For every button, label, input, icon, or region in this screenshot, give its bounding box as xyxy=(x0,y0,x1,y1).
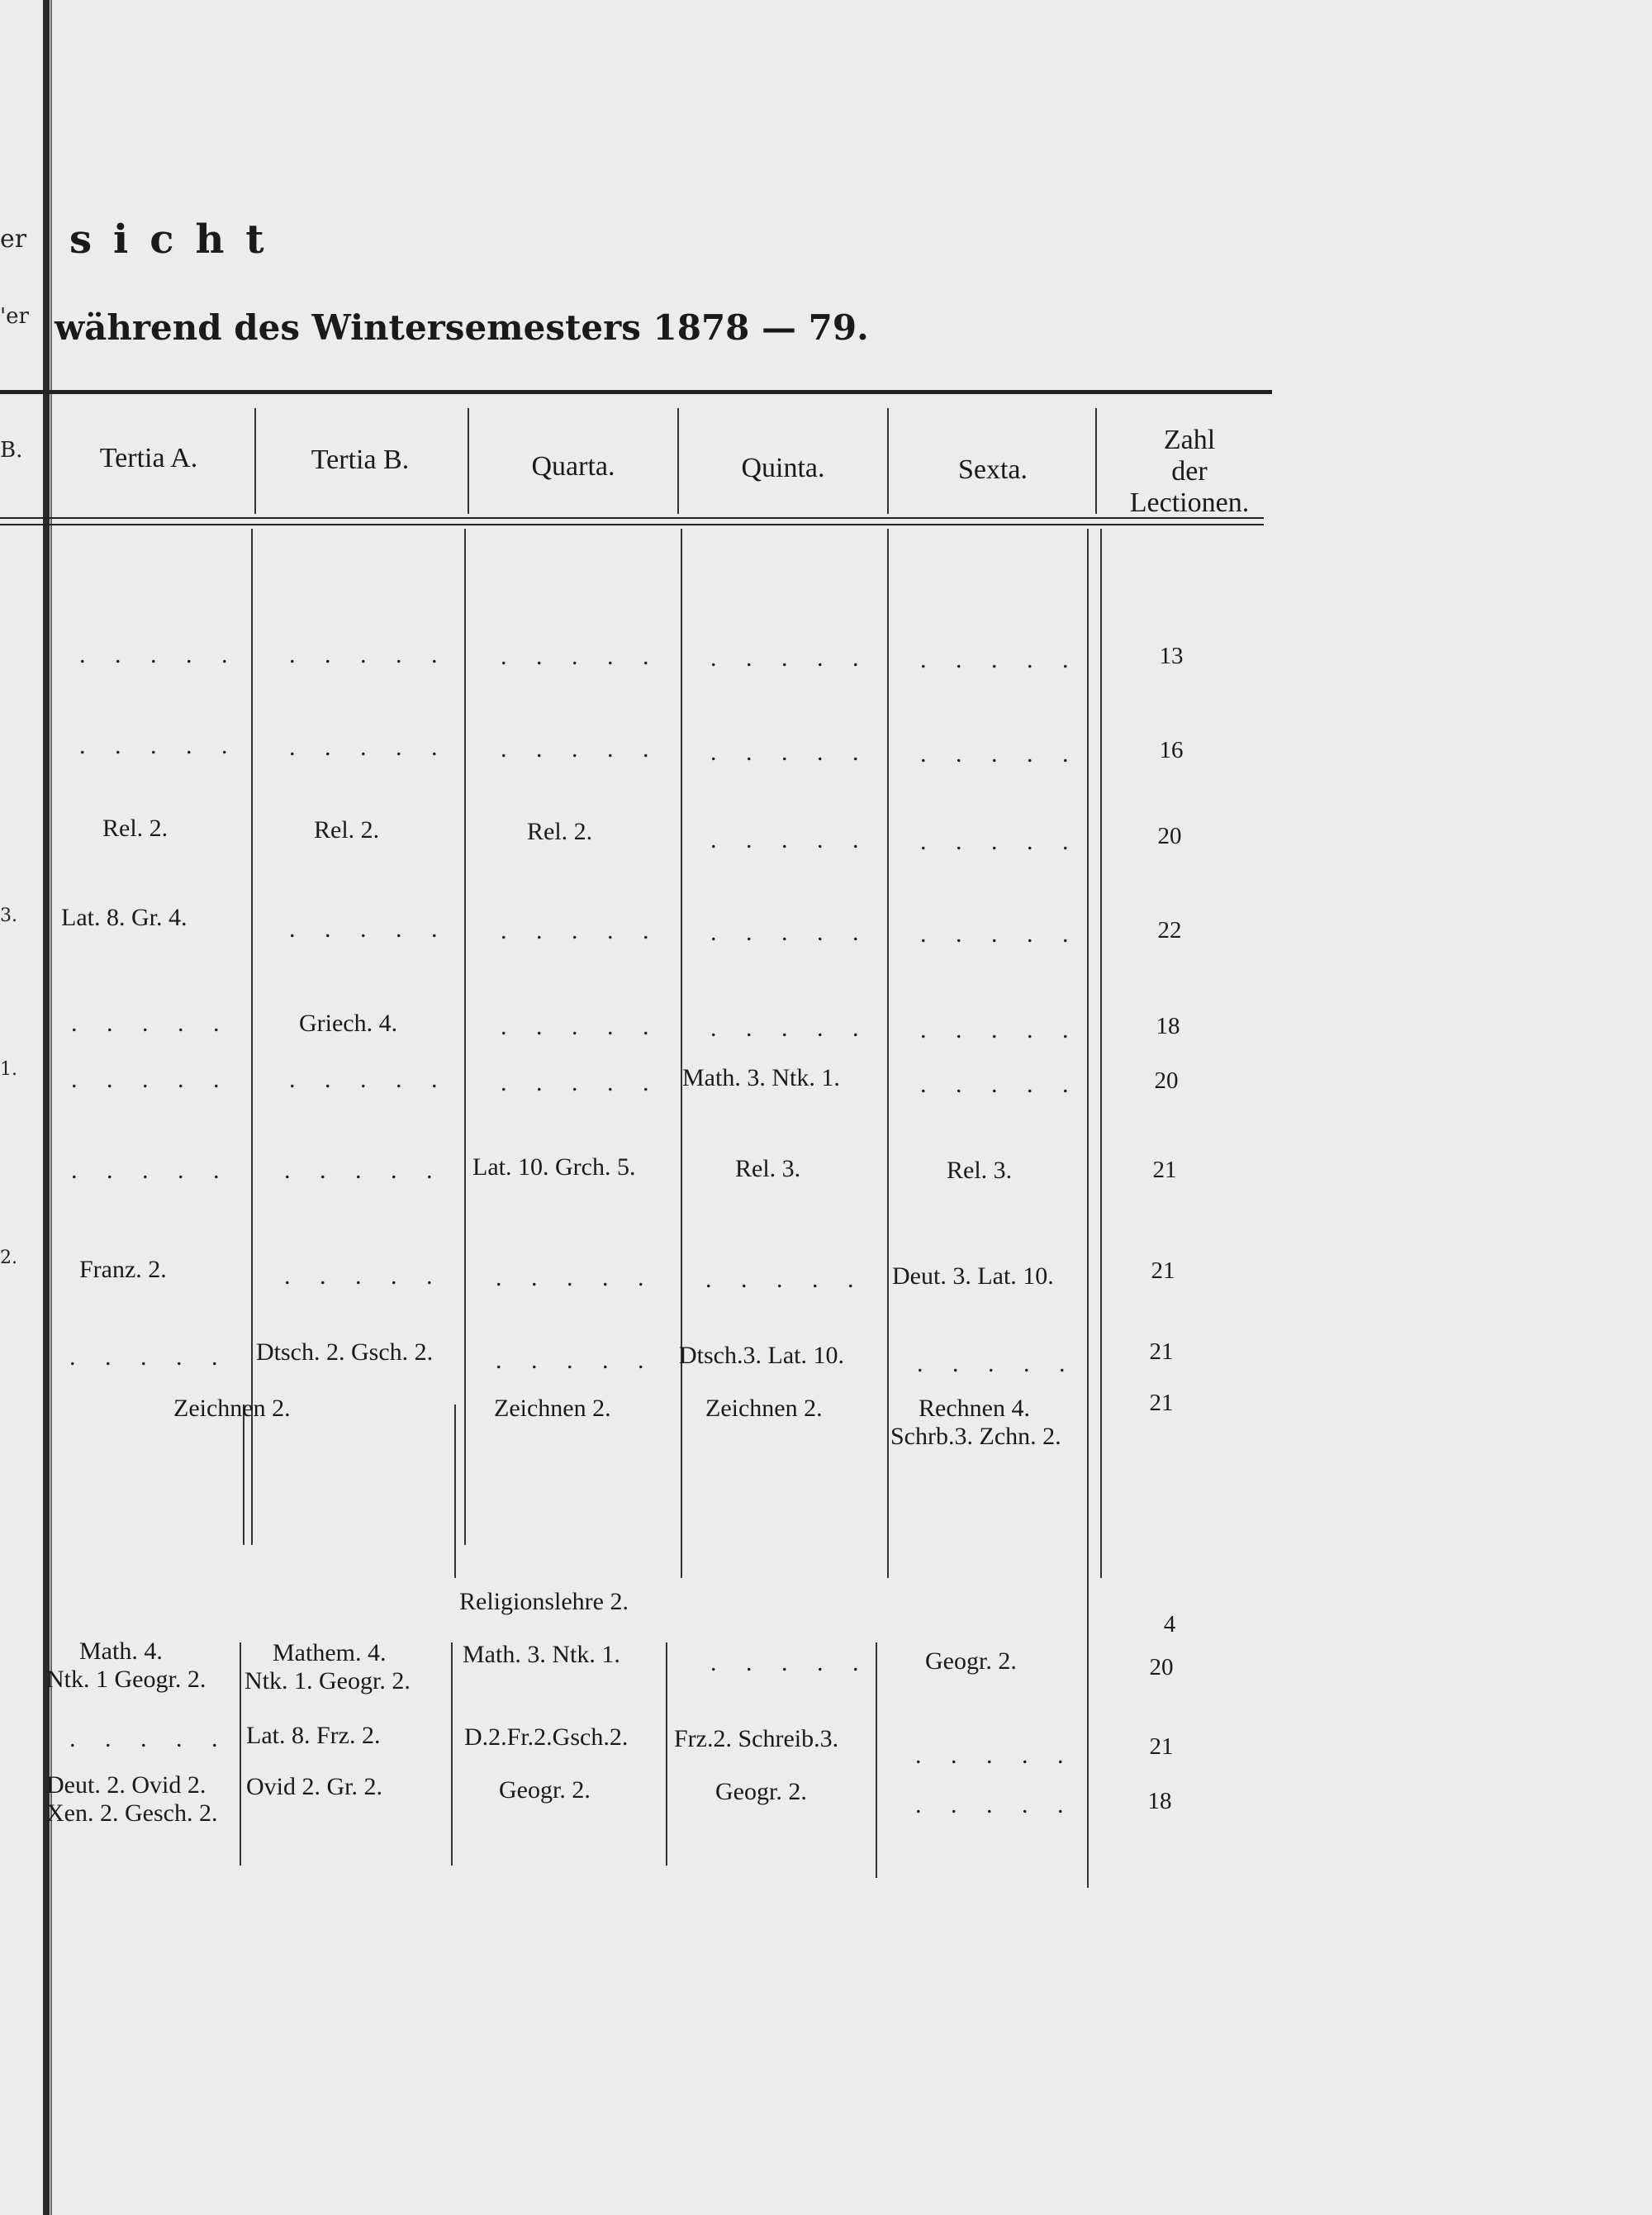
cell-tertia-a: Math. 4. xyxy=(79,1637,163,1665)
column-divider xyxy=(451,1642,453,1866)
dots: . . . . . xyxy=(289,915,449,943)
header-zahl: Zahl xyxy=(1163,425,1216,455)
margin-fragment: B. xyxy=(0,438,23,463)
cell-tertia-b: Griech. 4. xyxy=(299,1010,398,1037)
dots: . . . . . xyxy=(501,643,661,670)
cell-quarta: Lat. 10. Grch. 5. xyxy=(472,1153,636,1181)
cell-tertia-b: Rel. 2. xyxy=(314,816,380,844)
dots: . . . . . xyxy=(69,1725,230,1752)
cell-tertia-a: Rel. 2. xyxy=(102,815,169,842)
dots: . . . . . xyxy=(920,1016,1080,1043)
column-divider xyxy=(251,529,253,1545)
column-divider xyxy=(243,1405,244,1545)
dots: . . . . . xyxy=(710,1649,871,1676)
dots: . . . . . xyxy=(920,740,1080,768)
dots: . . . . . xyxy=(710,919,871,946)
dots: . . . . . xyxy=(71,1010,231,1037)
lesson-count: 20 xyxy=(1157,823,1182,849)
header-der: der xyxy=(1171,456,1208,487)
cell-tertia-b: Lat. 8. Frz. 2. xyxy=(246,1722,381,1749)
dots: . . . . . xyxy=(79,641,240,668)
header-lectionen: Lectionen. xyxy=(1129,487,1250,518)
dots: . . . . . xyxy=(289,734,449,761)
cell-quarta: Math. 3. Ntk. 1. xyxy=(463,1641,620,1668)
dots: . . . . . xyxy=(71,1066,231,1093)
cell-quinta: Zeichnen 2. xyxy=(705,1395,823,1422)
lesson-count: 20 xyxy=(1154,1067,1179,1094)
lesson-count: 18 xyxy=(1156,1013,1180,1039)
cell-tertia-b: Dtsch. 2. Gsch. 2. xyxy=(256,1338,434,1366)
cell-tertia-a: Deut. 2. Ovid 2. xyxy=(46,1771,206,1799)
header-tertia-a: Tertia A. xyxy=(99,443,198,473)
cell-religionslehre: Religionslehre 2. xyxy=(459,1588,629,1615)
lesson-count: 18 xyxy=(1147,1788,1172,1814)
dots: . . . . . xyxy=(284,1157,444,1184)
book-spine xyxy=(43,0,50,2215)
lesson-count: 4 xyxy=(1163,1611,1176,1637)
cell-tertia-a: Ntk. 1 Geogr. 2. xyxy=(46,1666,206,1693)
header-quarta: Quarta. xyxy=(531,451,615,482)
dots: . . . . . xyxy=(69,1343,230,1371)
header-rule xyxy=(0,517,1264,519)
dots: . . . . . xyxy=(289,641,449,668)
margin-fragment: 2. xyxy=(0,1248,17,1268)
column-divider xyxy=(1095,408,1097,514)
dots: . . . . . xyxy=(920,920,1080,948)
column-divider xyxy=(240,1642,241,1866)
cell-quinta: Rel. 3. xyxy=(735,1155,801,1182)
dots: . . . . . xyxy=(920,828,1080,855)
column-divider xyxy=(681,529,682,1578)
lesson-count: 21 xyxy=(1149,1338,1174,1365)
column-divider xyxy=(254,408,256,514)
lesson-count: 21 xyxy=(1152,1157,1177,1183)
dots: . . . . . xyxy=(710,644,871,672)
dots: . . . . . xyxy=(915,1791,1075,1818)
column-divider xyxy=(876,1642,877,1878)
lesson-count: 16 xyxy=(1159,737,1184,763)
dots: . . . . . xyxy=(915,1742,1075,1769)
top-rule xyxy=(0,390,1272,394)
margin-fragment: 1. xyxy=(0,1059,17,1080)
cell-tertia-b: Mathem. 4. xyxy=(273,1639,387,1666)
dots: . . . . . xyxy=(705,1266,866,1293)
column-divider xyxy=(1100,529,1102,1578)
column-divider xyxy=(666,1642,667,1866)
column-divider xyxy=(1087,529,1089,1888)
cell-quarta: Rel. 2. xyxy=(527,818,593,845)
header-sexta: Sexta. xyxy=(957,454,1028,485)
cell-tertia-a: Franz. 2. xyxy=(79,1256,167,1283)
cell-sexta: Geogr. 2. xyxy=(925,1647,1017,1675)
lesson-count: 21 xyxy=(1149,1390,1174,1416)
cell-sexta: Deut. 3. Lat. 10. xyxy=(892,1262,1054,1290)
column-divider xyxy=(677,408,679,514)
dots: . . . . . xyxy=(71,1157,231,1184)
dots: . . . . . xyxy=(79,732,240,759)
dots: . . . . . xyxy=(289,1066,449,1093)
dots: . . . . . xyxy=(917,1350,1077,1377)
page-subtitle: während des Wintersemesters 1878 — 79. xyxy=(55,307,869,348)
dots: . . . . . xyxy=(501,1013,661,1040)
cell-tertia-b: Ntk. 1. Geogr. 2. xyxy=(244,1667,411,1695)
column-divider xyxy=(464,529,466,1545)
dots: . . . . . xyxy=(920,1071,1080,1098)
column-divider xyxy=(887,529,889,1578)
margin-fragment: er xyxy=(0,225,27,254)
cell-quarta: Zeichnen 2. xyxy=(494,1395,611,1422)
cell-tertia-a: Lat. 8. Gr. 4. xyxy=(61,904,188,931)
lesson-count: 21 xyxy=(1149,1733,1174,1760)
header-rule-double xyxy=(0,524,1264,525)
book-spine-edge xyxy=(50,0,52,2215)
cell-sexta: Schrb.3. Zchn. 2. xyxy=(890,1423,1061,1450)
dots: . . . . . xyxy=(496,1347,656,1374)
cell-quinta: Geogr. 2. xyxy=(715,1778,807,1805)
dots: . . . . . xyxy=(501,917,661,944)
lesson-count: 13 xyxy=(1159,643,1184,669)
column-divider xyxy=(887,408,889,514)
cell-quarta: D.2.Fr.2.Gsch.2. xyxy=(464,1723,629,1751)
header-quinta: Quinta. xyxy=(741,453,825,483)
cell-quarta: Geogr. 2. xyxy=(499,1776,591,1804)
cell-quinta: Dtsch.3. Lat. 10. xyxy=(679,1342,844,1369)
dots: . . . . . xyxy=(501,1069,661,1096)
margin-fragment: 3. xyxy=(0,905,17,926)
lesson-count: 21 xyxy=(1151,1257,1175,1284)
dots: . . . . . xyxy=(501,735,661,763)
lesson-count: 22 xyxy=(1157,917,1182,944)
cell-sexta: Rel. 3. xyxy=(947,1157,1013,1184)
dots: . . . . . xyxy=(920,646,1080,673)
dots: . . . . . xyxy=(710,739,871,766)
margin-fragment: 'er xyxy=(0,304,29,329)
dots: . . . . . xyxy=(496,1264,656,1291)
dots: . . . . . xyxy=(710,1015,871,1042)
cell-tertia-b: Ovid 2. Gr. 2. xyxy=(246,1773,382,1800)
cell-quinta: Frz.2. Schreib.3. xyxy=(674,1725,839,1752)
column-divider xyxy=(454,1405,456,1578)
cell-tertia-ab: Zeichnen 2. xyxy=(173,1395,291,1422)
page-title: sicht xyxy=(69,216,286,263)
lesson-count: 20 xyxy=(1149,1654,1174,1680)
dots: . . . . . xyxy=(710,826,871,853)
dots: . . . . . xyxy=(284,1262,444,1290)
cell-sexta: Rechnen 4. xyxy=(919,1395,1030,1422)
cell-tertia-a: Xen. 2. Gesch. 2. xyxy=(46,1799,218,1827)
header-tertia-b: Tertia B. xyxy=(311,444,410,475)
cell-quinta: Math. 3. Ntk. 1. xyxy=(682,1064,840,1091)
column-divider xyxy=(468,408,469,514)
